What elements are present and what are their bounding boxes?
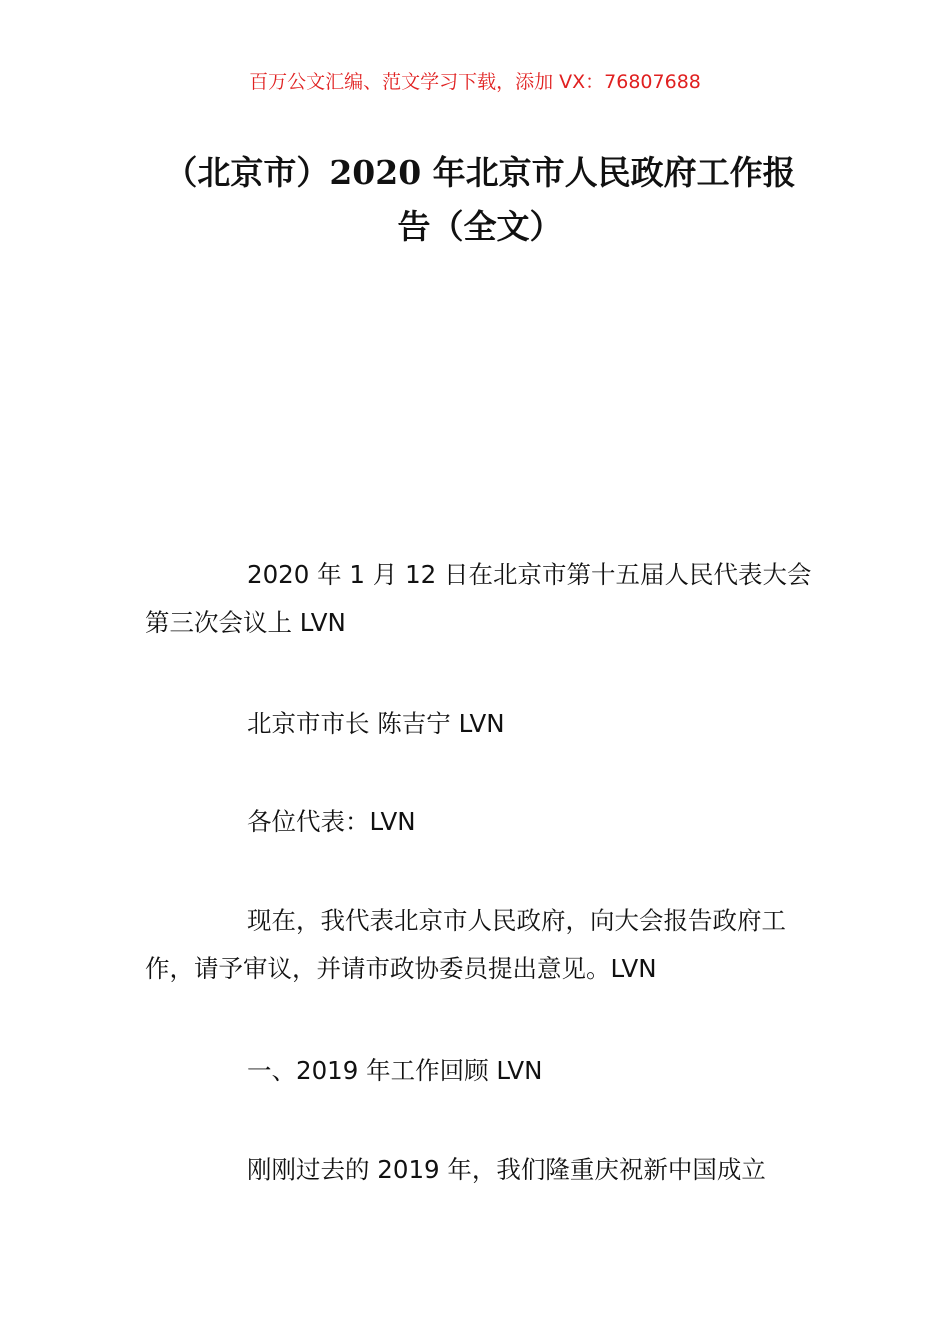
paragraph-author: 北京市市长 陈吉宁 LVN [247,709,505,738]
section-heading-2019-review: 一、2019 年工作回顾 LVN [247,1056,543,1085]
paragraph-salutation: 各位代表：LVN [247,807,416,836]
paragraph-review-start: 刚刚过去的 2019 年，我们隆重庆祝新中国成立 [247,1155,766,1184]
document-title: （北京市）2020 年北京市人民政府工作报告（全文） [164,153,796,246]
header-watermark-note: 百万公文汇编、范文学习下载，添加 VX：76807688 [249,71,701,93]
paragraph-meeting-info: 2020 年 1 月 12 日在北京市第十五届人民代表大会第三次会议上 LVN [145,560,812,637]
paragraph-introduction: 现在，我代表北京市人民政府，向大会报告政府工作，请予审议，并请市政协委员提出意见。LVN [145,906,786,983]
